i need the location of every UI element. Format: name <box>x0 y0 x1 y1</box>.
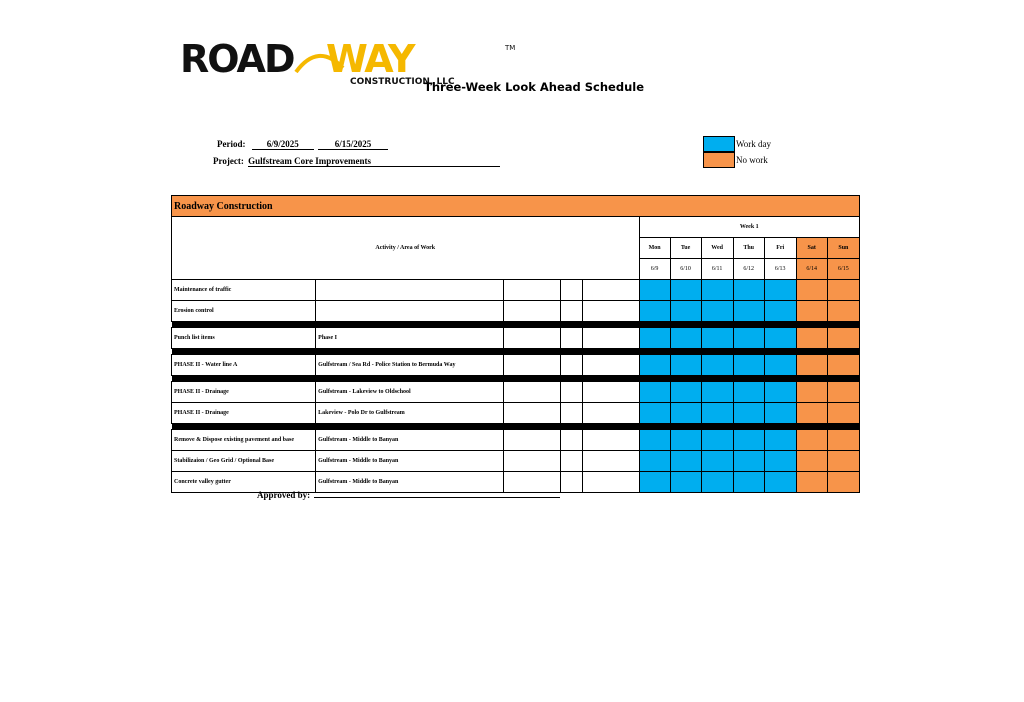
work-day-cell <box>701 472 733 493</box>
day-header-sat: Sat <box>796 238 827 259</box>
blank-cell <box>583 472 639 493</box>
blank-cell <box>583 328 639 349</box>
approved-label: Approved by: <box>257 490 311 500</box>
work-day-cell <box>733 451 764 472</box>
no-work-cell <box>796 301 827 322</box>
period-end: 6/15/2025 <box>318 139 388 150</box>
blank-cell <box>561 451 583 472</box>
no-work-cell <box>796 382 827 403</box>
area-cell: Gulfstream - Middle to Banyan <box>316 430 504 451</box>
table-row <box>172 280 860 301</box>
day-header-mon: Mon <box>639 238 670 259</box>
activity-cell: Remove & Dispose existing pavement and base <box>172 430 316 451</box>
work-day-cell <box>639 280 670 301</box>
work-day-cell <box>733 355 764 376</box>
work-day-cell <box>733 328 764 349</box>
work-day-cell <box>639 355 670 376</box>
day-header-fri: Fri <box>764 238 796 259</box>
activity-cell: Maintenance of traffic <box>172 280 316 301</box>
blank-cell <box>561 355 583 376</box>
no-work-cell <box>827 301 859 322</box>
svg-text:TM: TM <box>505 44 516 52</box>
blank-cell <box>561 382 583 403</box>
blank-cell <box>504 355 561 376</box>
date-header: 6/12 <box>733 259 764 280</box>
no-work-cell <box>827 430 859 451</box>
work-day-cell <box>670 382 701 403</box>
work-day-cell <box>670 280 701 301</box>
blank-cell <box>583 355 639 376</box>
work-day-cell <box>639 472 670 493</box>
work-day-cell <box>733 280 764 301</box>
no-work-cell <box>796 328 827 349</box>
work-day-cell <box>639 403 670 424</box>
date-header: 6/11 <box>701 259 733 280</box>
work-day-cell <box>764 328 796 349</box>
work-day-cell <box>764 430 796 451</box>
work-day-cell <box>701 451 733 472</box>
activity-cell: Concrete valley gutter <box>172 472 316 493</box>
blank-cell <box>504 328 561 349</box>
date-header: 6/13 <box>764 259 796 280</box>
week-header: Week 1 <box>639 217 859 238</box>
work-day-cell <box>701 403 733 424</box>
svg-text:CONSTRUCTION, LLC: CONSTRUCTION, LLC <box>350 77 455 86</box>
period-label: Period: <box>217 139 246 149</box>
no-work-cell <box>796 355 827 376</box>
blank-cell <box>504 430 561 451</box>
no-work-cell <box>827 355 859 376</box>
table-row <box>172 328 860 349</box>
table-row <box>172 451 860 472</box>
blank-cell <box>561 430 583 451</box>
blank-cell <box>504 301 561 322</box>
activity-cell: Erosion control <box>172 301 316 322</box>
roadway-logo <box>178 38 523 86</box>
blank-cell <box>561 280 583 301</box>
company-banner: Roadway Construction <box>172 196 860 217</box>
legend-swatch-nowork <box>703 152 735 168</box>
area-cell: Phase I <box>316 328 504 349</box>
area-cell: Gulfstream - Middle to Banyan <box>316 472 504 493</box>
legend-label-nowork: No work <box>736 155 768 165</box>
project-name: Gulfstream Core Improvements <box>248 156 500 167</box>
work-day-cell <box>701 301 733 322</box>
activity-cell: PHASE II - Drainage <box>172 403 316 424</box>
period-start: 6/9/2025 <box>252 139 314 150</box>
work-day-cell <box>670 403 701 424</box>
no-work-cell <box>796 403 827 424</box>
no-work-cell <box>827 328 859 349</box>
day-header-sun: Sun <box>827 238 859 259</box>
blank-cell <box>504 280 561 301</box>
work-day-cell <box>639 382 670 403</box>
work-day-cell <box>701 430 733 451</box>
area-cell: Lakeview - Polo Dr to Gulfstream <box>316 403 504 424</box>
no-work-cell <box>827 382 859 403</box>
work-day-cell <box>701 382 733 403</box>
approved-signature-line[interactable] <box>314 487 560 498</box>
work-day-cell <box>639 301 670 322</box>
day-header-wed: Wed <box>701 238 733 259</box>
date-header: 6/10 <box>670 259 701 280</box>
work-day-cell <box>701 355 733 376</box>
date-header: 6/14 <box>796 259 827 280</box>
no-work-cell <box>796 280 827 301</box>
activity-header: Activity / Area of Work <box>172 217 640 280</box>
day-header-thu: Thu <box>733 238 764 259</box>
blank-cell <box>583 382 639 403</box>
blank-cell <box>561 403 583 424</box>
blank-cell <box>504 382 561 403</box>
table-row <box>172 430 860 451</box>
no-work-cell <box>827 472 859 493</box>
svg-text:WAY: WAY <box>326 38 414 81</box>
area-cell <box>316 301 504 322</box>
svg-text:ROAD: ROAD <box>180 38 294 81</box>
table-row <box>172 355 860 376</box>
table-row <box>172 403 860 424</box>
activity-cell: PHASE II - Water line A <box>172 355 316 376</box>
work-day-cell <box>764 382 796 403</box>
blank-cell <box>561 472 583 493</box>
blank-cell <box>583 301 639 322</box>
no-work-cell <box>827 451 859 472</box>
table-row <box>172 301 860 322</box>
no-work-cell <box>796 451 827 472</box>
activity-cell: PHASE II - Drainage <box>172 382 316 403</box>
area-cell: Gulfstream - Lakeview to Oldschool <box>316 382 504 403</box>
legend-label-work: Work day <box>736 139 772 149</box>
work-day-cell <box>639 328 670 349</box>
date-header: 6/15 <box>827 259 859 280</box>
area-cell: Gulfstream / Sea Rd - Police Station to Bermuda Way <box>316 355 504 376</box>
activity-cell: Stabilizaion / Geo Grid / Optional Base <box>172 451 316 472</box>
work-day-cell <box>764 301 796 322</box>
day-header-tue: Tue <box>670 238 701 259</box>
work-day-cell <box>670 472 701 493</box>
work-day-cell <box>701 280 733 301</box>
table-row <box>172 382 860 403</box>
legend-swatch-work <box>703 136 735 152</box>
work-day-cell <box>764 451 796 472</box>
project-row <box>213 156 500 167</box>
work-day-cell <box>733 403 764 424</box>
work-day-cell <box>733 382 764 403</box>
area-cell <box>316 280 504 301</box>
activity-cell: Punch list items <box>172 328 316 349</box>
document-title: Three-Week Look Ahead Schedule <box>424 80 644 94</box>
work-day-cell <box>764 355 796 376</box>
blank-cell <box>504 403 561 424</box>
work-day-cell <box>701 328 733 349</box>
work-day-cell <box>764 403 796 424</box>
blank-cell <box>504 451 561 472</box>
work-day-cell <box>733 472 764 493</box>
no-work-cell <box>796 430 827 451</box>
work-day-cell <box>670 301 701 322</box>
work-day-cell <box>639 430 670 451</box>
area-cell: Gulfstream - Middle to Banyan <box>316 451 504 472</box>
period-row <box>217 139 388 150</box>
date-header: 6/9 <box>639 259 670 280</box>
project-label: Project: <box>213 156 244 166</box>
blank-cell <box>583 403 639 424</box>
no-work-cell <box>827 280 859 301</box>
work-day-cell <box>670 451 701 472</box>
no-work-cell <box>827 403 859 424</box>
work-day-cell <box>670 355 701 376</box>
work-day-cell <box>670 328 701 349</box>
blank-cell <box>583 430 639 451</box>
work-day-cell <box>670 430 701 451</box>
blank-cell <box>583 451 639 472</box>
no-work-cell <box>796 472 827 493</box>
work-day-cell <box>639 451 670 472</box>
work-day-cell <box>764 280 796 301</box>
schedule-table <box>171 195 860 493</box>
blank-cell <box>583 280 639 301</box>
work-day-cell <box>733 301 764 322</box>
work-day-cell <box>733 430 764 451</box>
blank-cell <box>561 328 583 349</box>
blank-cell <box>561 301 583 322</box>
work-day-cell <box>764 472 796 493</box>
approved-by <box>257 487 560 500</box>
